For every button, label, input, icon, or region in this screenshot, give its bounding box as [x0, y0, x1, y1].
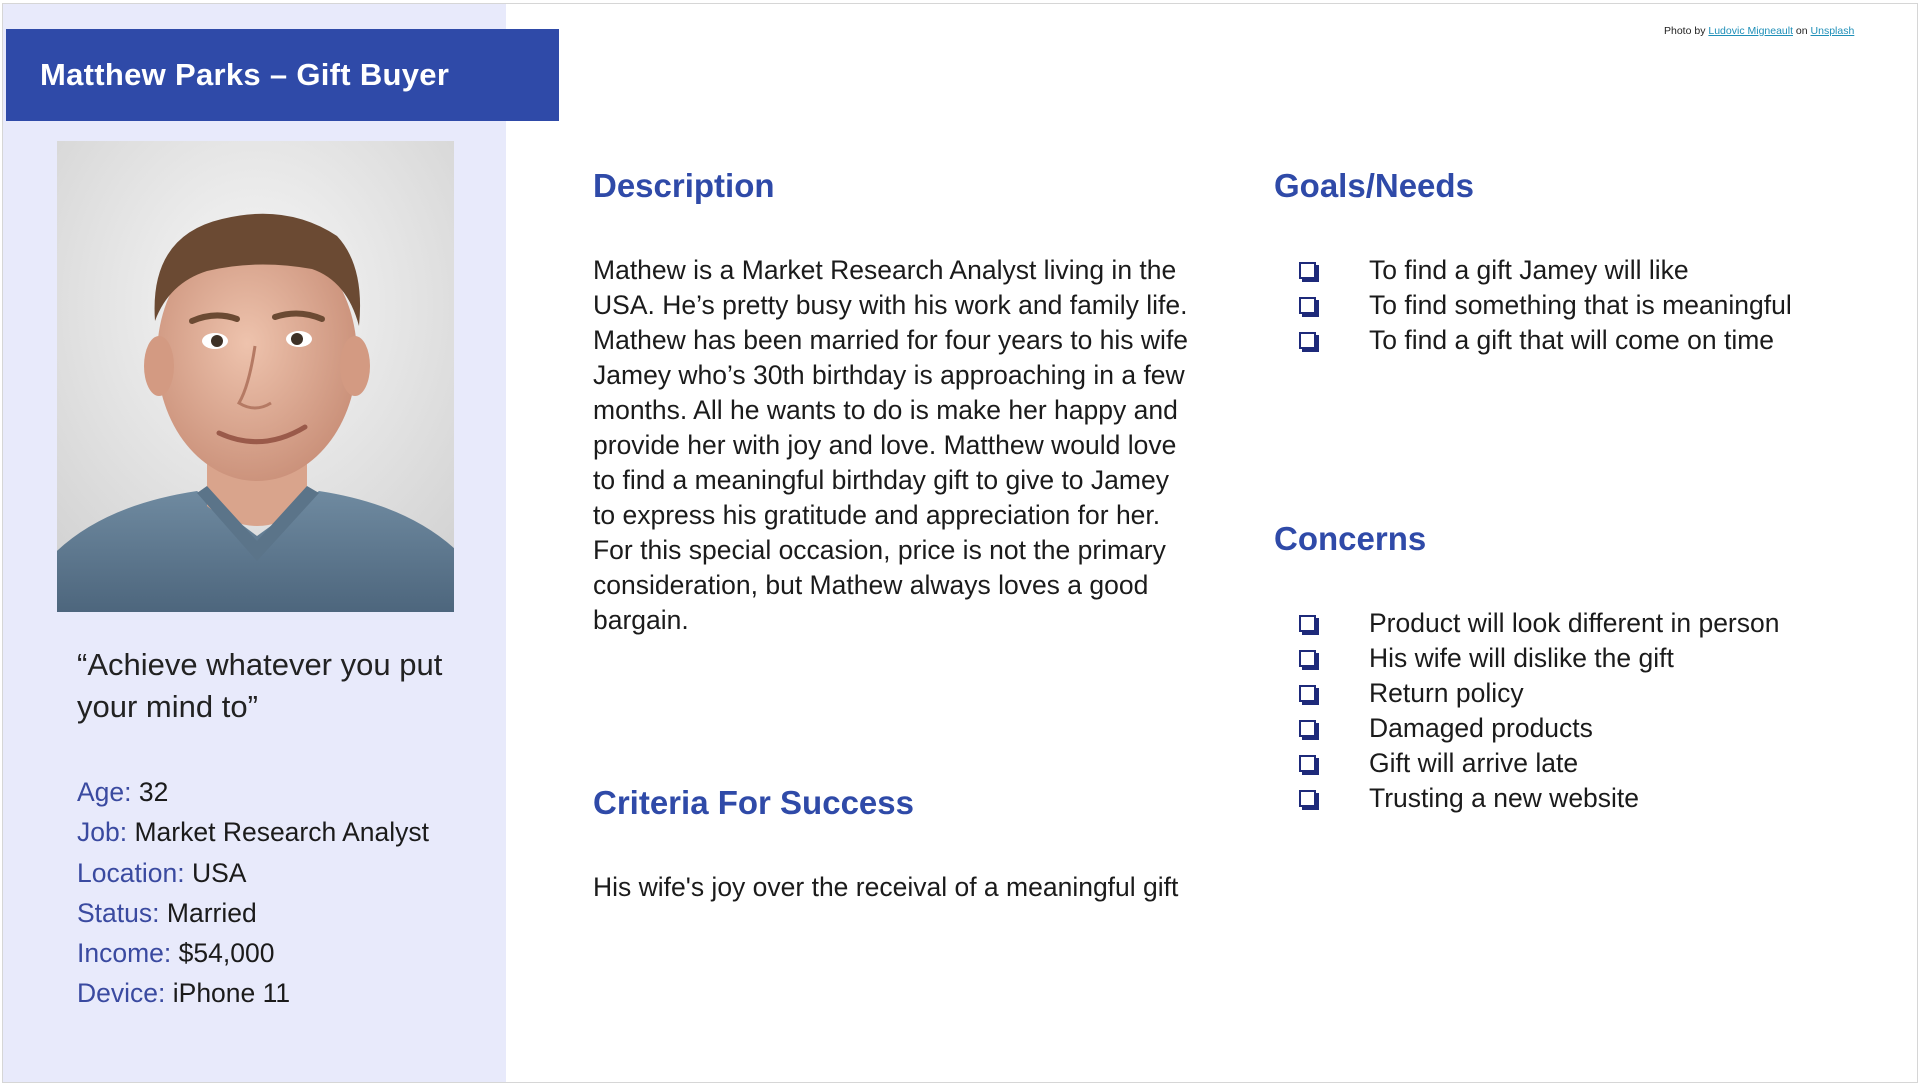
- list-item: [1274, 641, 1779, 676]
- fact-value: Market Research Analyst: [134, 817, 430, 848]
- checkbox-icon: [1299, 262, 1316, 279]
- description-text: Mathew is a Market Research Analyst living in the USA. He’s pretty busy with his work and family life. Mathew has been married for four years to his wife Jamey who’s 30th birthday is approaching in a few months. All he wants to do is make her happy and provide her with joy and love. Matthew would love to find a meaningful birthday gift to give to Jamey to express his gratitude and appreciation for her. For this special occasion, price is not the primary consideration, but Mathew always loves a good bargain.: [593, 255, 1189, 635]
- fact-value: USA: [191, 857, 247, 888]
- fact-label: Status:: [77, 897, 160, 928]
- fact-value: 32: [138, 777, 169, 807]
- list-item: [1274, 323, 1792, 358]
- concerns-heading: Concerns: [1274, 520, 1427, 557]
- fact-location: [77, 853, 497, 893]
- checkbox-icon: [1299, 685, 1316, 702]
- credit-site-link[interactable]: Unsplash: [1810, 25, 1855, 37]
- checkbox-icon: [1299, 790, 1316, 807]
- fact-label: Device:: [77, 978, 166, 1009]
- fact-status: [77, 893, 497, 933]
- criteria-text: His wife's joy over the receival of a meaningful gift: [593, 872, 1179, 902]
- list-item: [1274, 676, 1779, 711]
- concern-text: Trusting a new website: [1369, 783, 1640, 813]
- persona-title: Matthew Parks – Gift Buyer: [40, 57, 450, 92]
- checkbox-icon: [1299, 755, 1316, 772]
- list-item: [1274, 746, 1779, 781]
- checkbox-icon: [1299, 332, 1316, 349]
- fact-job: [77, 812, 497, 852]
- concern-text: Gift will arrive late: [1369, 748, 1579, 778]
- fact-value: iPhone 11: [172, 978, 291, 1009]
- goal-text: To find a gift that will come on time: [1369, 325, 1775, 355]
- checkbox-icon: [1299, 297, 1316, 314]
- goal-text: To find a gift Jamey will like: [1369, 255, 1689, 285]
- fact-income: [77, 933, 497, 973]
- goals-list: [1274, 253, 1792, 358]
- credit-author-link[interactable]: Ludovic Migneault: [1708, 25, 1794, 37]
- concern-text: Damaged products: [1369, 713, 1593, 743]
- goals-heading: Goals/Needs: [1274, 167, 1474, 204]
- credit-prefix: Photo by: [1664, 25, 1709, 37]
- fact-value: Married: [166, 897, 257, 928]
- goal-text: To find something that is meaningful: [1369, 290, 1792, 320]
- credit-middle: on: [1793, 25, 1811, 37]
- list-item: [1274, 253, 1792, 288]
- list-item: [1274, 781, 1779, 816]
- fact-label: Income:: [77, 938, 172, 969]
- persona-facts: [77, 772, 497, 1014]
- persona-title-bar: [6, 29, 559, 121]
- checkbox-icon: [1299, 650, 1316, 667]
- concern-text: Return policy: [1369, 678, 1524, 708]
- criteria-heading: Criteria For Success: [593, 784, 914, 821]
- concern-text: Product will look different in person: [1369, 608, 1780, 638]
- concerns-list: [1274, 606, 1779, 816]
- persona-quote: “Achieve whatever you put your mind to”: [77, 647, 443, 724]
- fact-device: [77, 973, 497, 1013]
- list-item: [1274, 711, 1779, 746]
- checkbox-icon: [1299, 720, 1316, 737]
- list-item: [1274, 606, 1779, 641]
- fact-label: Job:: [77, 817, 128, 848]
- fact-label: Location:: [77, 857, 185, 888]
- fact-value: $54,000: [178, 938, 275, 969]
- concern-text: His wife will dislike the gift: [1369, 643, 1674, 673]
- fact-label: Age:: [77, 777, 132, 807]
- persona-slide: [2, 3, 1918, 1083]
- list-item: [1274, 288, 1792, 323]
- persona-photo: [57, 141, 454, 612]
- photo-credit: [1664, 25, 1854, 37]
- description-heading: Description: [593, 167, 775, 204]
- checkbox-icon: [1299, 615, 1316, 632]
- fact-age: [77, 772, 497, 812]
